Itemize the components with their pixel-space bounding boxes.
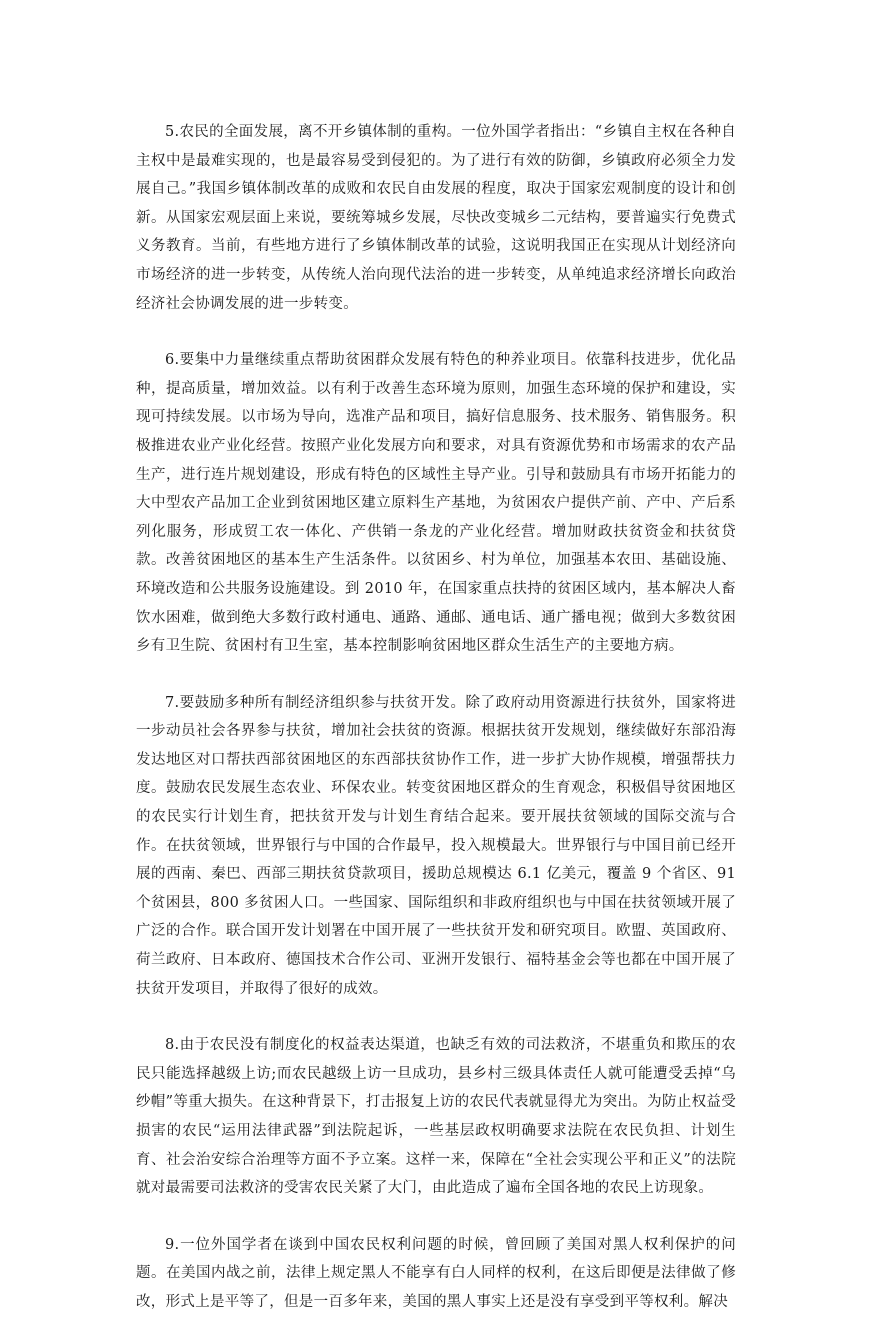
paragraph-8: 8.由于农民没有制度化的权益表达渠道，也缺乏有效的司法救济，不堪重负和欺压的农民只能选择越级上访;而农民越级上访一旦成功，县乡村三级具体责任人就可能遭受丢掉“乌纱帽”等重大损失。在这种背景下，打击报复上访的农民代表就显得尤为突出。为防止权益受损害的农民“运用法律武器”到法院起诉，一些基层政权明确要求法院在农民负担、计划生育、社会治安综合治理等方面不予立案。这样一来，保障在“全社会实现公平和正义”的法院就对最需要司法救济的受害农民关紧了大门，由此造成了遍布全国各地的农民上访现象。 — [136, 1037, 736, 1197]
document-body — [136, 118, 736, 1317]
paragraph-9: 9.一位外国学者在谈到中国农民权利问题的时候，曾回顾了美国对黑人权利保护的问题。在美国内战之前，法律上规定黑人不能享有白人同样的权利，在这后即便是法律做了修改，形式上是平等了，但是一百多年来，美国的黑人事实上还是没有享受到平等权利。解决 — [136, 1236, 736, 1310]
paragraph-5: 5.农民的全面发展，离不开乡镇体制的重构。一位外国学者指出：“乡镇自主权在各种自主权中是最难实现的，也是最容易受到侵犯的。为了进行有效的防御，乡镇政府必须全力发展自己。”我国乡镇体制改革的成败和农民自由发展的程度，取决于国家宏观制度的设计和创新。从国家宏观层面上来说，要统筹城乡发展，尽快改变城乡二元结构，要普遍实行免费式义务教育。当前，有些地方进行了乡镇体制改革的试验，这说明我国正在实现从计划经济向市场经济的进一步转变，从传统人治向现代法治的进一步转变，从单纯追求经济增长向政治经济社会协调发展的进一步转变。 — [136, 124, 736, 312]
paragraph-6: 6.要集中力量继续重点帮助贫困群众发展有特色的种养业项目。依靠科技进步，优化品种，提高质量，增加效益。以有利于改善生态环境为原则，加强生态环境的保护和建设，实现可持续发展。以市场为导向，选准产品和项目，搞好信息服务、技术服务、销售服务。积极推进农业产业化经营。按照产业化发展方向和要求，对具有资源优势和市场需求的农产品生产，进行连片规划建设，形成有特色的区域性主导产业。引导和鼓励具有市场开拓能力的大中型农产品加工企业到贫困地区建立原料生产基地，为贫困农户提供产前、产中、产后系列化服务，形成贸工农一体化、产供销一条龙的产业化经营。增加财政扶贫资金和扶贫贷款。改善贫困地区的基本生产生活条件。以贫困乡、村为单位，加强基本农田、基础设施、环境改造和公共服务设施建设。到 2010 年，在国家重点扶持的贫困区域内，基本解决人畜饮水困难，做到绝大多数行政村通电、通路、通邮、通电话、通广播电视；做到大多数贫困乡有卫生院、贫困村有卫生室，基本控制影响贫困地区群众生活生产的主要地方病。 — [136, 352, 736, 655]
paragraph-7: 7.要鼓励多种所有制经济组织参与扶贫开发。除了政府动用资源进行扶贫外，国家将进一步动员社会各界参与扶贫，增加社会扶贫的资源。根据扶贫开发规划，继续做好东部沿海发达地区对口帮扶西部贫困地区的东西部扶贫协作工作，进一步扩大协作规模，增强帮扶力度。鼓励农民发展生态农业、环保农业。转变贫困地区群众的生育观念，积极倡导贫困地区的农民实行计划生育，把扶贫开发与计划生育结合起来。要开展扶贫领域的国际交流与合作。在扶贫领域，世界银行与中国的合作最早，投入规模最大。世界银行与中国目前已经开展的西南、秦巴、西部三期扶贫贷款项目，援助总规模达 6.1 亿美元，覆盖 9 个省区、91 个贫困县，800 多贫困人口。一些国家、国际组织和非政府组织也与中国在扶贫领域开展了广泛的合作。联合国开发计划署在中国开展了一些扶贫开发和研究项目。欧盟、英国政府、荷兰政府、日本政府、德国技术合作公司、亚洲开发银行、福特基金会等也都在中国开展了扶贫开发项目，并取得了很好的成效。 — [136, 694, 736, 997]
